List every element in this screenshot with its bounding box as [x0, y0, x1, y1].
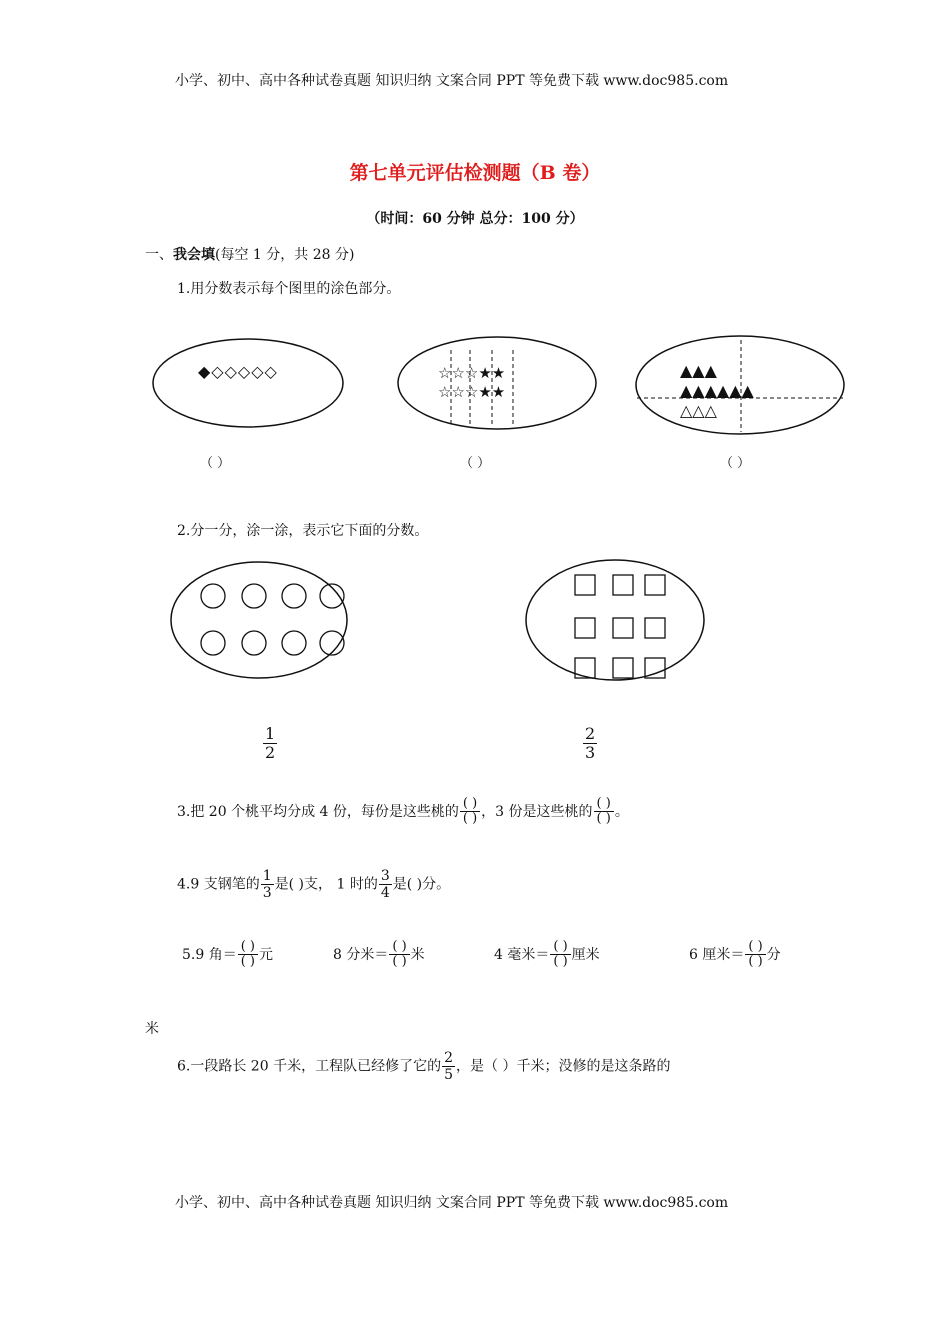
q2-square — [645, 658, 665, 678]
q3-answer-blank-1[interactable]: ( ) ( ) — [460, 797, 480, 827]
q1-shapes-3c: △△△ — [680, 401, 717, 420]
q1-answer-blank-1[interactable]: （ ） — [200, 456, 231, 471]
q1-shapes-2b: ☆☆☆★★ — [438, 383, 506, 401]
q2-square — [575, 575, 595, 595]
question-1: 1.用分数表示每个图里的涂色部分。 — [177, 281, 401, 297]
q2-square — [613, 618, 633, 638]
q2-square — [575, 618, 595, 638]
q2-circle — [282, 631, 306, 655]
q5b-answer-blank[interactable]: ( ) ( ) — [389, 940, 409, 970]
question-5b: 8 分米＝ ( ) ( ) 米 — [333, 939, 425, 970]
q2-square — [645, 575, 665, 595]
q1-shapes-3b: ▲▲▲▲▲▲ — [680, 381, 754, 400]
exam-subtitle: （时间：60 分钟 总分：100 分） — [366, 211, 584, 227]
question-5a: 5.9 角＝ ( ) ( ) 元 — [182, 939, 273, 970]
q2-square — [613, 658, 633, 678]
q2-circle — [201, 584, 225, 608]
question-6: 6.一段路长 20 千米，工程队已经修了它的 $\frac{2}{5}$ ，是（ ）千米；没修的是这条路的 — [177, 1050, 671, 1083]
question-5c: 4 毫米＝ ( ) ( ) 厘米 — [494, 939, 600, 970]
q2-circle — [201, 631, 225, 655]
q2-fraction-2: $\frac{2}{3}$ — [585, 724, 596, 762]
page-footer: 小学、初中、高中各种试卷真题 知识归纳 文案合同 PPT 等免费下载 www.doc985.com — [175, 1195, 729, 1211]
page-title: 第七单元评估检测题（B 卷） — [349, 162, 601, 184]
q1-shapes-2a: ☆☆☆★★ — [438, 364, 506, 382]
question-5d: 6 厘米＝ ( ) ( ) 分 — [689, 939, 781, 970]
q1-shapes-1: ◆◇◇◇◇◇ — [198, 362, 278, 381]
q2-square — [613, 575, 633, 595]
q1-answer-blank-3[interactable]: （ ） — [720, 456, 751, 471]
q2-square — [645, 618, 665, 638]
q3-answer-blank-2[interactable]: ( ) ( ) — [594, 797, 614, 827]
q5a-answer-blank[interactable]: ( ) ( ) — [238, 940, 258, 970]
q2-circle — [242, 584, 266, 608]
q2-circle — [282, 584, 306, 608]
q1-answer-blank-2[interactable]: （ ） — [460, 456, 491, 471]
q2-oval-2 — [526, 560, 704, 680]
q1-shapes-3a: ▲▲▲ — [680, 361, 717, 380]
q2-oval-1 — [171, 562, 347, 678]
q5d-answer-blank[interactable]: ( ) ( ) — [745, 940, 765, 970]
question-2: 2.分一分，涂一涂，表示它下面的分数。 — [177, 523, 429, 539]
section-1-heading: 一、我会填(每空 1 分，共 28 分) — [145, 247, 355, 263]
q5c-answer-blank[interactable]: ( ) ( ) — [550, 940, 570, 970]
question-5-wrap: 米 — [145, 1021, 159, 1037]
q2-fraction-1: $\frac{1}{2}$ — [265, 724, 276, 762]
question-3: 3.把 20 个桃平均分成 4 份，每份是这些桃的 ( ) ( ) ，3 份是这些桃的 ( ) ( ) 。 — [177, 796, 629, 827]
q1-oval-1 — [153, 339, 343, 427]
q2-circle — [242, 631, 266, 655]
question-4: 4.9 支钢笔的 $\frac{1}{3}$ 是( )支， 1 时的 $\frac{3}{4}$ 是( )分。 — [177, 868, 451, 901]
page-header: 小学、初中、高中各种试卷真题 知识归纳 文案合同 PPT 等免费下载 www.doc985.com — [175, 73, 729, 89]
